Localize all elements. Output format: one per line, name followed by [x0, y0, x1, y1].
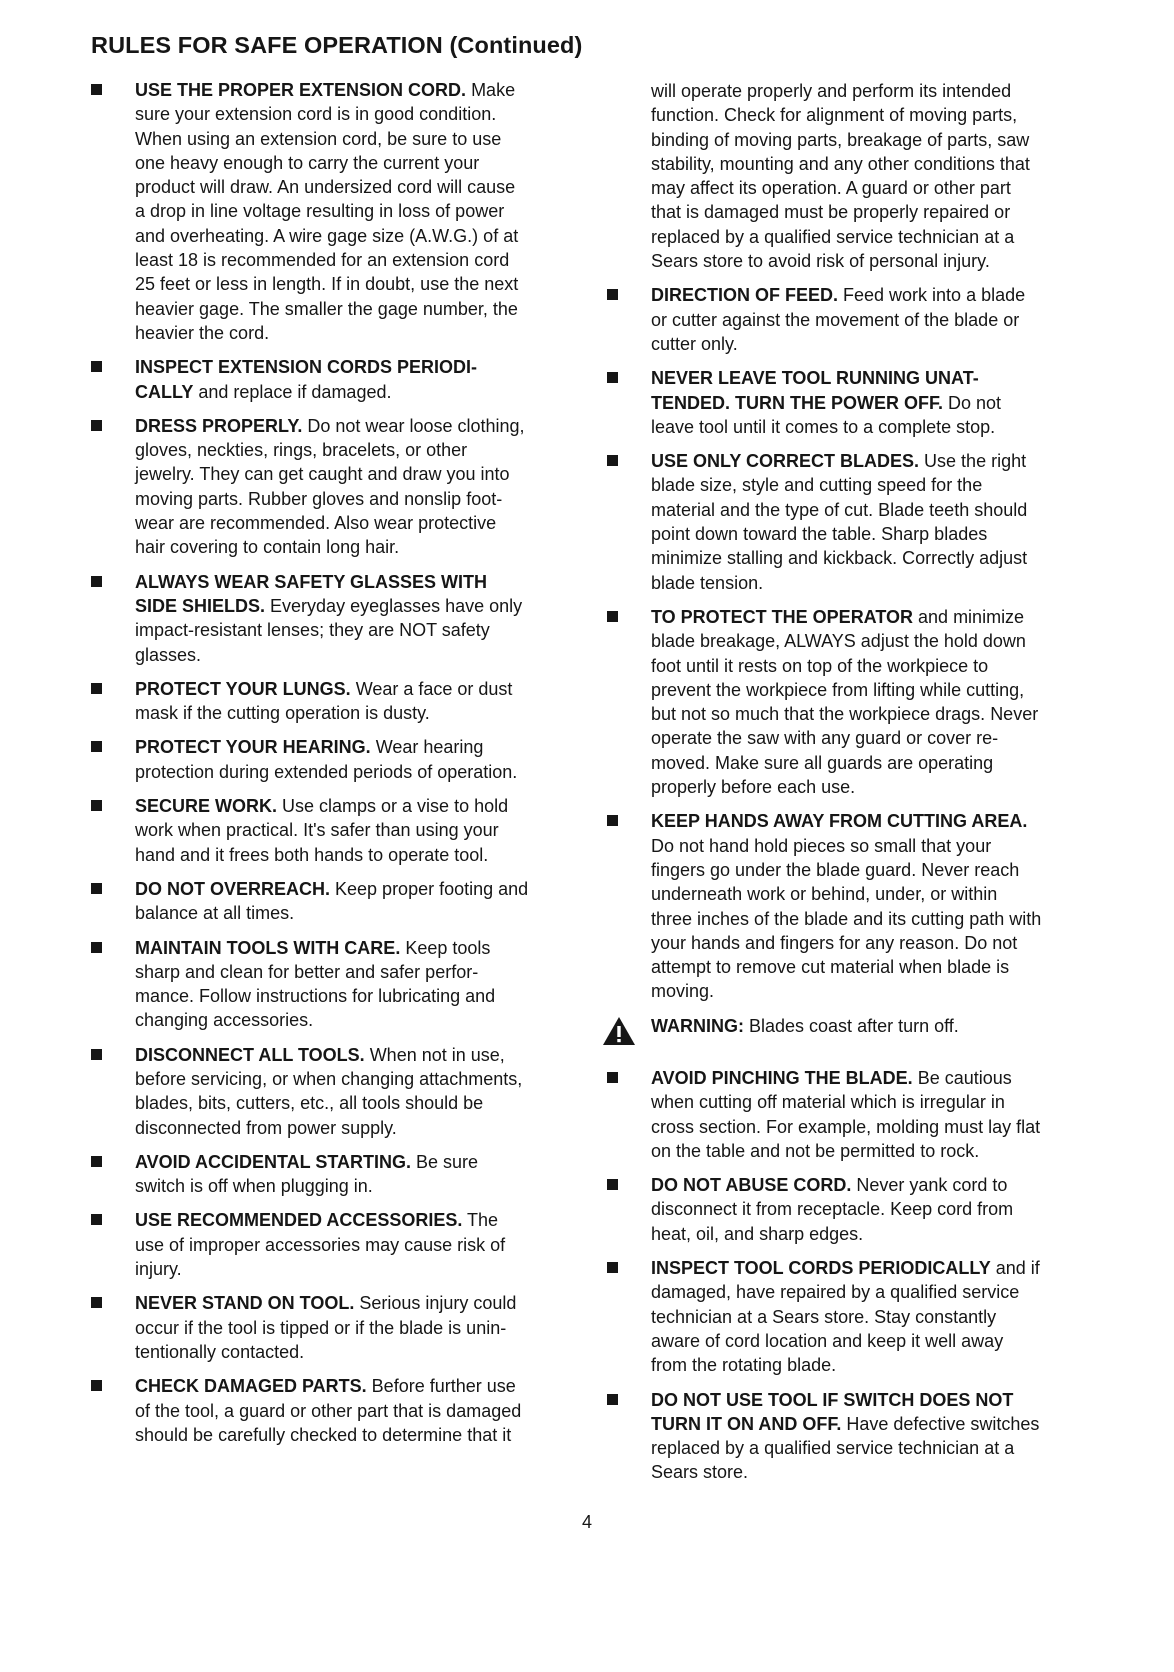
square-bullet-icon: [91, 420, 102, 431]
rule-line: mance. Follow instructions for lubricating and: [135, 986, 496, 1007]
rule-text: Keep tools: [400, 937, 491, 958]
square-bullet-icon: [607, 1179, 618, 1190]
rule-line: heavier the cord.: [135, 322, 270, 343]
square-bullet-icon: [91, 576, 102, 587]
square-bullet-icon: [91, 1156, 102, 1167]
rule-item: [89, 1043, 579, 1140]
rule-line: cutter only.: [651, 333, 738, 354]
rule-lead: AVOID ACCIDENTAL STARTING.: [135, 1151, 411, 1172]
rule-line: [135, 380, 579, 404]
rule-text: Serious injury could: [354, 1293, 517, 1314]
rule-line: [651, 366, 1090, 390]
rule-text: When not in use,: [364, 1044, 505, 1065]
rule-lead: PROTECT YOUR LUNGS.: [135, 678, 351, 699]
rule-item: [605, 1256, 1090, 1377]
rule-line: should be carefully checked to determine that it: [135, 1424, 512, 1445]
rule-item: [89, 1150, 579, 1199]
continuation-line: will operate properly and perform its intended: [651, 81, 1012, 101]
rule-text: The: [462, 1210, 499, 1231]
rule-line: damaged, have repaired by a qualified service: [651, 1282, 1020, 1303]
rule-text: and replace if damaged.: [193, 381, 392, 402]
continuation-line: binding of moving parts, breakage of parts, saw: [651, 129, 1030, 150]
rule-line: blade tension.: [651, 572, 764, 593]
rule-item: [605, 449, 1090, 595]
rule-line: properly before each use.: [651, 777, 856, 798]
rule-line: [651, 1388, 1090, 1412]
rule-item: [89, 1374, 579, 1447]
rule-line: one heavy enough to carry the current your: [135, 152, 480, 173]
rule-text: Make: [466, 80, 516, 100]
rule-line: leave tool until it comes to a complete stop.: [651, 416, 996, 437]
rule-line: your hands and fingers for any reason. Do not: [651, 932, 1018, 953]
square-bullet-icon: [607, 611, 618, 622]
rule-text: Have defective switches: [841, 1413, 1040, 1434]
page-title: RULES FOR SAFE OPERATION (Continued): [91, 32, 583, 58]
rule-line: disconnect it from receptacle. Keep cord from: [651, 1199, 1014, 1220]
square-bullet-icon: [91, 1380, 102, 1391]
rule-line: [651, 809, 1090, 833]
rule-line: work when practical. It's safer than using your: [135, 820, 499, 841]
warning-label: WARNING:: [651, 1015, 744, 1036]
rule-text: Be sure: [411, 1151, 479, 1172]
rule-item: [605, 366, 1090, 439]
rule-line: of the tool, a guard or other part that is damaged: [135, 1400, 522, 1421]
rule-line: [135, 570, 579, 594]
rule-text: Wear a face or dust: [350, 678, 513, 699]
rule-line: moving.: [651, 981, 715, 1002]
rule-lead: INSPECT TOOL CORDS PERIODICALLY: [651, 1258, 991, 1279]
rule-line: blades, bits, cutters, etc., all tools should be: [135, 1093, 484, 1114]
rule-item: [89, 414, 579, 560]
rule-lead: DISCONNECT ALL TOOLS.: [135, 1044, 365, 1065]
rule-text: Never yank cord to: [851, 1175, 1008, 1196]
continuation-line: replaced by a qualified service technician at a: [651, 226, 1015, 247]
rule-item: [605, 809, 1090, 1003]
rule-line: or cutter against the movement of the blade or: [651, 309, 1020, 330]
rule-item: [605, 1173, 1090, 1246]
rule-lead: SIDE SHIELDS.: [135, 595, 266, 616]
rule-line: minimize stalling and kickback. Correctly adjust: [651, 548, 1028, 569]
rule-lead: NEVER STAND ON TOOL.: [135, 1293, 355, 1314]
rule-line: hand and it frees both hands to operate tool.: [135, 844, 489, 865]
rule-item: [89, 1208, 579, 1281]
rule-line: replaced by a qualified service technician at a: [651, 1438, 1015, 1459]
rule-line: tentionally contacted.: [135, 1341, 305, 1362]
right-column: [605, 79, 1090, 1495]
rule-item: [89, 78, 579, 345]
rule-line: [135, 1374, 579, 1398]
rule-line: hair covering to contain long hair.: [135, 537, 400, 558]
square-bullet-icon: [91, 942, 102, 953]
rule-lead: DIRECTION OF FEED.: [651, 285, 839, 306]
square-bullet-icon: [607, 1262, 618, 1273]
rule-line: [135, 594, 579, 618]
rule-line: Do not hand hold pieces so small that your: [651, 835, 992, 856]
continuation-line: may affect its operation. A guard or other part: [651, 178, 1011, 199]
rule-line: moving parts. Rubber gloves and nonslip foot-: [135, 488, 503, 509]
warning-note: [605, 1014, 1090, 1038]
square-bullet-icon: [91, 741, 102, 752]
rule-item: [89, 735, 579, 784]
rule-lead: TO PROTECT THE OPERATOR: [651, 606, 914, 627]
rule-text: Use clamps or a vise to hold: [277, 796, 509, 817]
rule-line: [135, 414, 579, 438]
rule-item: [89, 794, 579, 867]
rule-text: and minimize: [913, 606, 1025, 627]
rule-lead: TENDED. TURN THE POWER OFF.: [651, 392, 943, 413]
rule-item: [605, 1066, 1090, 1163]
rule-item: [605, 1388, 1090, 1485]
rule-line: blade size, style and cutting speed for the: [651, 475, 983, 496]
rule-text: Be cautious: [912, 1067, 1012, 1088]
rule-line: from the rotating blade.: [651, 1355, 837, 1376]
continuation-line: that is damaged must be properly repaired or: [651, 202, 1011, 223]
rule-item: [89, 677, 579, 726]
rule-item: [89, 355, 579, 404]
rule-line: moved. Make sure all guards are operating: [651, 752, 994, 773]
rule-line: [135, 78, 579, 102]
rule-line: When using an extension cord, be sure to use: [135, 128, 502, 149]
warning-text: Blades coast after turn off.: [744, 1015, 959, 1036]
rule-line: prevent the workpiece from lifting while cutting,: [651, 679, 1025, 700]
rule-line: heavier gage. The smaller the gage number, the: [135, 298, 518, 319]
rule-lead: AVOID PINCHING THE BLADE.: [651, 1067, 913, 1088]
rule-item: [89, 936, 579, 1033]
right-rules-after-warning: [605, 1066, 1090, 1485]
rule-lead: SECURE WORK.: [135, 796, 278, 817]
rule-line: [135, 355, 579, 379]
rule-lead: DO NOT OVERREACH.: [135, 878, 331, 899]
rule-line: protection during extended periods of operation.: [135, 761, 518, 782]
rule-item: [89, 877, 579, 926]
continuation-paragraph: [605, 79, 1090, 273]
right-rules: [605, 283, 1090, 1003]
square-bullet-icon: [607, 289, 618, 300]
rule-line: [135, 794, 579, 818]
square-bullet-icon: [607, 1394, 618, 1405]
rule-lead: USE ONLY CORRECT BLADES.: [651, 451, 920, 472]
rule-line: [135, 1291, 579, 1315]
square-bullet-icon: [91, 1297, 102, 1308]
rule-item: [605, 283, 1090, 356]
square-bullet-icon: [607, 372, 618, 383]
rule-line: wear are recommended. Also wear protective: [135, 513, 497, 534]
rule-line: sure your extension cord is in good condition.: [135, 104, 497, 125]
rule-text: Before further use: [366, 1376, 516, 1397]
rule-line: Sears store.: [651, 1462, 749, 1483]
rule-lead: DRESS PROPERLY.: [135, 415, 303, 436]
rule-line: [135, 877, 579, 901]
rule-text: Do not wear loose clothing,: [302, 415, 525, 436]
page-number: 4: [581, 1512, 592, 1532]
rule-line: when cutting off material which is irregular in: [651, 1092, 1005, 1113]
rule-text: and if: [990, 1258, 1040, 1279]
continuation-line: Sears store to avoid risk of personal injury.: [651, 251, 990, 272]
rule-text: Feed work into a blade: [838, 285, 1026, 306]
rule-line: attempt to remove cut material when blade is: [651, 957, 1010, 978]
rule-line: switch is off when plugging in.: [135, 1176, 373, 1197]
rule-lead: PROTECT YOUR HEARING.: [135, 737, 371, 758]
rule-line: [651, 1066, 1090, 1090]
rule-text: Wear hearing: [370, 737, 484, 758]
rule-item: [89, 570, 579, 667]
square-bullet-icon: [91, 683, 102, 694]
rule-line: [651, 449, 1090, 473]
rule-lead: CHECK DAMAGED PARTS.: [135, 1376, 367, 1397]
rule-line: [651, 605, 1090, 629]
left-column: [89, 78, 579, 1457]
rule-line: jewelry. They can get caught and draw you into: [135, 464, 510, 485]
rule-line: [651, 1173, 1090, 1197]
rule-line: least 18 is recommended for an extension cord: [135, 250, 510, 271]
square-bullet-icon: [91, 84, 102, 95]
rule-line: aware of cord location and keep it well away: [651, 1330, 1004, 1351]
rule-lead: MAINTAIN TOOLS WITH CARE.: [135, 937, 401, 958]
warning-icon: [602, 1016, 636, 1046]
rule-line: occur if the tool is tipped or if the blade is unin-: [135, 1317, 507, 1338]
square-bullet-icon: [91, 800, 102, 811]
rule-line: balance at all times.: [135, 903, 295, 924]
square-bullet-icon: [91, 1214, 102, 1225]
rule-lead: ALWAYS WEAR SAFETY GLASSES WITH: [135, 571, 488, 592]
rule-line: three inches of the blade and its cutting path with: [651, 908, 1042, 929]
rule-lead: USE RECOMMENDED ACCESSORIES.: [135, 1210, 463, 1231]
rule-lead: KEEP HANDS AWAY FROM CUTTING AREA.: [651, 811, 1028, 832]
rule-line: foot until it rests on top of the workpiece to: [651, 655, 989, 676]
rule-line: injury.: [135, 1259, 182, 1280]
square-bullet-icon: [607, 815, 618, 826]
rule-item: [89, 1291, 579, 1364]
rule-line: product will draw. An undersized cord will cause: [135, 177, 516, 198]
rule-line: before servicing, or when changing attachments,: [135, 1068, 523, 1089]
rule-lead: DO NOT USE TOOL IF SWITCH DOES NOT: [651, 1389, 1014, 1410]
continuation-line: function. Check for alignment of moving parts,: [651, 105, 1018, 126]
rule-item: [605, 605, 1090, 799]
rule-line: blade breakage, ALWAYS adjust the hold down: [651, 631, 1026, 652]
rule-line: [651, 283, 1090, 307]
square-bullet-icon: [91, 1049, 102, 1060]
rule-line: disconnected from power supply.: [135, 1117, 397, 1138]
square-bullet-icon: [91, 883, 102, 894]
rule-line: [135, 677, 579, 701]
rule-text: Keep proper footing and: [330, 878, 529, 899]
rule-line: mask if the cutting operation is dusty.: [135, 703, 430, 724]
rule-line: on the table and not be permitted to rock.: [651, 1140, 980, 1161]
rule-line: [651, 1412, 1090, 1436]
rule-line: sharp and clean for better and safer perfor-: [135, 961, 479, 982]
rule-lead: INSPECT EXTENSION CORDS PERIODI-: [135, 357, 478, 378]
continuation-line: stability, mounting and any other conditions that: [651, 153, 1030, 174]
rule-line: underneath work or behind, under, or within: [651, 884, 998, 905]
rule-line: a drop in line voltage resulting in loss of power: [135, 201, 505, 222]
rule-line: heat, oil, and sharp edges.: [651, 1223, 864, 1244]
square-bullet-icon: [91, 361, 102, 372]
rule-line: [651, 1256, 1090, 1280]
rule-line: operate the saw with any guard or cover re-: [651, 728, 999, 749]
rule-line: changing accessories.: [135, 1010, 314, 1031]
rule-line: [651, 391, 1090, 415]
rule-line: material and the type of cut. Blade teeth should: [651, 499, 1028, 520]
rule-line: gloves, neckties, rings, bracelets, or other: [135, 440, 468, 461]
rule-line: glasses.: [135, 644, 202, 665]
rule-line: [135, 936, 579, 960]
rule-line: and overheating. A wire gage size (A.W.G.) of at: [135, 225, 519, 246]
rule-line: [135, 735, 579, 759]
rule-line: [135, 1043, 579, 1067]
rule-text: Use the right: [919, 451, 1027, 472]
rule-lead: NEVER LEAVE TOOL RUNNING UNAT-: [651, 368, 979, 389]
rule-line: fingers go under the blade guard. Never reach: [651, 859, 1020, 880]
rule-line: use of improper accessories may cause risk of: [135, 1234, 506, 1255]
rule-line: but not so much that the workpiece drags. Never: [651, 704, 1039, 725]
rule-line: [135, 1208, 579, 1232]
rule-lead: TURN IT ON AND OFF.: [651, 1413, 842, 1434]
rule-lead: DO NOT ABUSE CORD.: [651, 1175, 852, 1196]
rule-text: Do not: [943, 392, 1002, 413]
square-bullet-icon: [607, 455, 618, 466]
square-bullet-icon: [607, 1072, 618, 1083]
rule-line: cross section. For example, molding must lay flat: [651, 1116, 1041, 1137]
rule-line: impact-resistant lenses; they are NOT safety: [135, 620, 490, 641]
rule-line: point down toward the table. Sharp blades: [651, 524, 988, 545]
rule-lead: CALLY: [135, 381, 194, 402]
rule-line: [135, 1150, 579, 1174]
rule-line: 25 feet or less in length. If in doubt, use the next: [135, 274, 519, 295]
rule-text: Everyday eyeglasses have only: [265, 595, 523, 616]
rule-lead: USE THE PROPER EXTENSION CORD.: [135, 80, 467, 100]
rule-line: technician at a Sears store. Stay constantly: [651, 1306, 997, 1327]
